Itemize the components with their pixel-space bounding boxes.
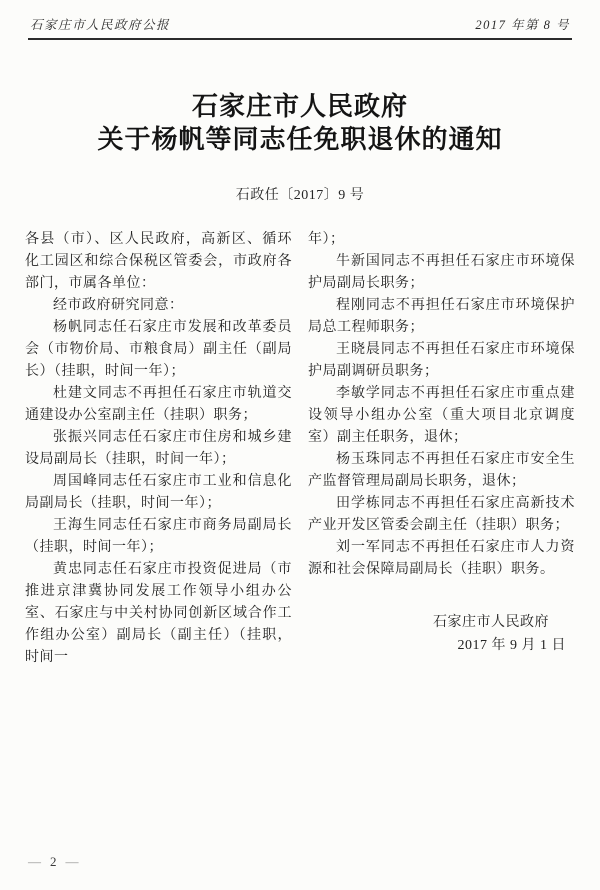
body-paragraph: 张振兴同志任石家庄市住房和城乡建设局副局长（挂职，时间一年）； xyxy=(25,430,292,467)
salutation-paragraph: 各县（市）、区人民政府，高新区、循环化工园区和综合保税区管委会，市政府各部门，市属各单位： xyxy=(25,232,292,291)
gazette-publication-title: 石家庄市人民政府公报 xyxy=(30,18,171,32)
page-footer xyxy=(28,854,79,870)
signature-date: 2017 年 9 月 1 日 xyxy=(457,638,566,653)
body-paragraph: 黄忠同志任石家庄市投资促进局（市推进京津冀协同发展工作领导小组办公室、石家庄与中关村协同创新区域合作工作组办公室）副局长（副主任）（挂职，时间一 xyxy=(25,562,292,665)
document-title-line2: 关于杨帆等同志任免职退休的通知 xyxy=(97,125,503,154)
right-column xyxy=(308,229,575,669)
signature-issuer: 石家庄市人民政府 xyxy=(433,615,549,630)
body-paragraph: 王晓晨同志不再担任石家庄市环境保护局副调研员职务； xyxy=(308,342,575,379)
document-number: 石政任〔2017〕9 号 xyxy=(235,188,365,203)
signature-block xyxy=(308,611,575,657)
body-paragraph: 杜建文同志不再担任石家庄市轨道交通建设办公室副主任（挂职）职务； xyxy=(25,386,292,423)
document-title xyxy=(0,90,600,156)
continuation-paragraph: 年）； xyxy=(308,232,345,247)
body-paragraph: 王海生同志任石家庄市商务局副局长（挂职，时间一年）； xyxy=(25,518,292,555)
footer-dash-right: — xyxy=(65,854,79,869)
body-paragraph: 牛新国同志不再担任石家庄市环境保护局副局长职务； xyxy=(308,254,575,291)
body-paragraph: 杨帆同志任石家庄市发展和改革委员会（市物价局、市粮食局）副主任（副局长）（挂职，时间一年）； xyxy=(25,320,292,379)
page-number: 2 xyxy=(50,854,57,869)
body-paragraph: 杨玉珠同志不再担任石家庄市安全生产监督管理局副局长职务，退休； xyxy=(308,452,575,489)
body-paragraph: 田学栋同志不再担任石家庄高新技术产业开发区管委会副主任（挂职）职务； xyxy=(308,496,575,533)
gazette-issue-number: 2017 年第 8 号 xyxy=(475,18,570,32)
footer-dash-left: — xyxy=(28,854,41,869)
page-header xyxy=(28,0,572,40)
body-paragraph: 程刚同志不再担任石家庄市环境保护局总工程师职务； xyxy=(308,298,575,335)
document-title-line1: 石家庄市人民政府 xyxy=(191,92,408,121)
body-paragraph: 刘一军同志不再担任石家庄市人力资源和社会保障局副局长（挂职）职务。 xyxy=(308,540,575,577)
left-column xyxy=(25,229,292,669)
body-columns xyxy=(25,229,575,669)
body-paragraph: 周国峰同志任石家庄市工业和信息化局副局长（挂职，时间一年）； xyxy=(25,474,292,511)
body-paragraph: 李敏学同志不再担任石家庄市重点建设领导小组办公室（重大项目北京调度室）副主任职务，退休； xyxy=(308,386,575,445)
body-paragraph: 经市政府研究同意： xyxy=(53,298,184,313)
